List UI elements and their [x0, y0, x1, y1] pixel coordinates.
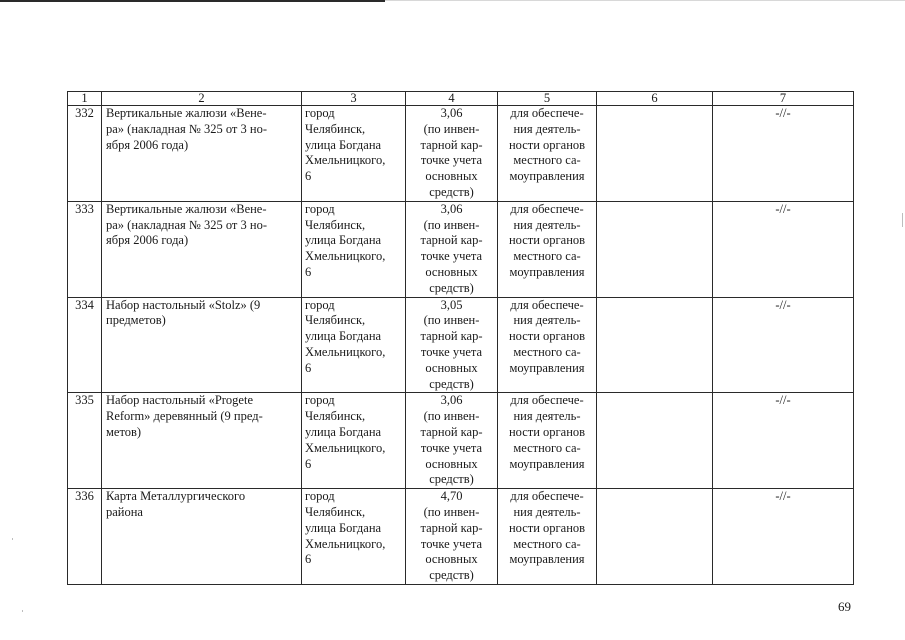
item-address-text: город Челябинск, улица Богдана Хмельницкого, 6 [305, 297, 386, 375]
scan-speck [902, 213, 903, 227]
row-number: 333 [68, 201, 102, 297]
table-row [68, 106, 854, 202]
item-cost-text: 3,06 (по инвен- тарной кар- точке учета основных средств) [420, 106, 483, 199]
header-col-2: 2 [102, 92, 302, 106]
item-cost [406, 297, 498, 393]
scan-speck [22, 610, 23, 612]
header-col-4: 4 [406, 92, 498, 106]
item-name [102, 489, 302, 585]
header-row [68, 92, 854, 106]
row-number: 332 [68, 106, 102, 202]
item-cost [406, 106, 498, 202]
item-ditto: -//- [713, 106, 854, 202]
item-cost [406, 201, 498, 297]
table-row [68, 393, 854, 489]
item-purpose-text: для обеспече- ния деятель- ности органов местного са- моуправления [508, 489, 586, 567]
item-address-text: город Челябинск, улица Богдана Хмельницкого, 6 [305, 201, 386, 279]
item-purpose [498, 106, 597, 202]
item-name-text: Вертикальные жалюзи «Вене- ра» (накладная № 325 от 3 но- ября 2006 года) [106, 201, 267, 248]
header-col-5: 5 [498, 92, 597, 106]
item-name-text: Набор настольный «Progete Reform» деревянный (9 пред- метов) [106, 393, 263, 439]
item-address [302, 297, 406, 393]
item-cost-text: 3,06 (по инвен- тарной кар- точке учета основных средств) [420, 201, 483, 295]
property-table [67, 91, 854, 585]
item-address [302, 393, 406, 489]
item-col6 [597, 106, 713, 202]
item-col6 [597, 489, 713, 585]
row-number: 335 [68, 393, 102, 489]
item-ditto: -//- [713, 201, 854, 297]
item-name [102, 297, 302, 393]
item-cost [406, 489, 498, 585]
item-address [302, 489, 406, 585]
item-address-text: город Челябинск, улица Богдана Хмельницкого, 6 [305, 106, 386, 184]
item-ditto: -//- [713, 297, 854, 393]
item-address [302, 106, 406, 202]
table-row [68, 489, 854, 585]
top-border-line-faint [385, 0, 905, 1]
item-address-text: город Челябинск, улица Богдана Хмельницкого, 6 [305, 393, 386, 471]
item-purpose-text: для обеспече- ния деятель- ности органов местного са- моуправления [508, 297, 586, 375]
header-col-3: 3 [302, 92, 406, 106]
item-purpose [498, 201, 597, 297]
item-col6 [597, 201, 713, 297]
item-purpose [498, 393, 597, 489]
item-col6 [597, 297, 713, 393]
item-name-text: Вертикальные жалюзи «Вене- ра» (накладная № 325 от 3 но- ября 2006 года) [106, 106, 267, 152]
row-number: 334 [68, 297, 102, 393]
item-purpose-text: для обеспече- ния деятель- ности органов местного са- моуправления [508, 201, 586, 279]
item-purpose-text: для обеспече- ния деятель- ности органов местного са- моуправления [508, 106, 586, 184]
header-col-7: 7 [713, 92, 854, 106]
item-ditto: -//- [713, 393, 854, 489]
item-cost-text: 3,05 (по инвен- тарной кар- точке учета основных средств) [420, 297, 483, 391]
item-name [102, 393, 302, 489]
table-row [68, 201, 854, 297]
item-purpose [498, 297, 597, 393]
item-name-text: Набор настольный «Stolz» (9 предметов) [106, 297, 261, 328]
item-ditto: -//- [713, 489, 854, 585]
item-name [102, 201, 302, 297]
item-address [302, 201, 406, 297]
item-purpose-text: для обеспече- ния деятель- ности органов местного са- моуправления [508, 393, 586, 471]
item-cost-text: 3,06 (по инвен- тарной кар- точке учета основных средств) [420, 393, 483, 487]
top-border-line [0, 0, 385, 2]
item-col6 [597, 393, 713, 489]
item-address-text: город Челябинск, улица Богдана Хмельницкого, 6 [305, 489, 386, 567]
scan-speck [12, 538, 13, 540]
table-row [68, 297, 854, 393]
item-name-text: Карта Металлургического района [106, 489, 246, 519]
header-col-6: 6 [597, 92, 713, 106]
header-col-1: 1 [68, 92, 102, 106]
row-number: 336 [68, 489, 102, 585]
item-name [102, 106, 302, 202]
item-purpose [498, 489, 597, 585]
item-cost-text: 4,70 (по инвен- тарной кар- точке учета основных средств) [420, 489, 483, 583]
item-cost [406, 393, 498, 489]
page-number: 69 [838, 599, 851, 614]
